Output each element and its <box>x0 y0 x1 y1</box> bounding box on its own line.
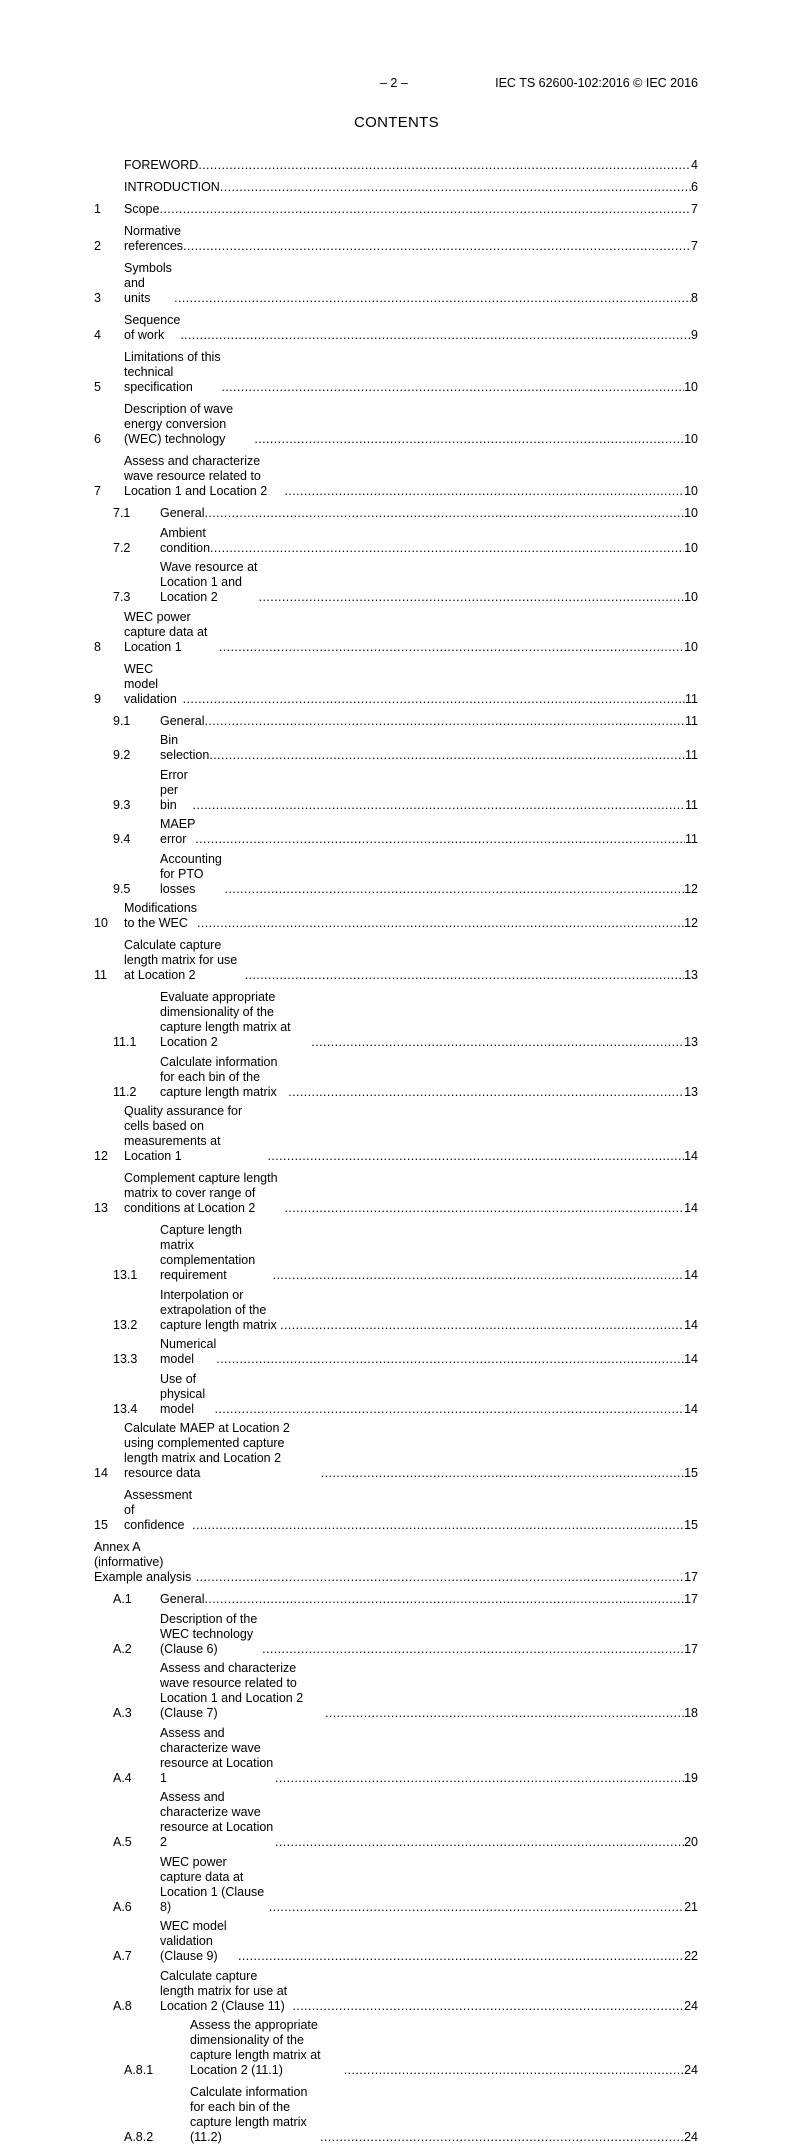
toc-entry-title: Evaluate appropriate dimensionality of the capture length matrix at Location 2 <box>160 990 291 1049</box>
dot-leader <box>204 506 684 521</box>
toc-entry-page: 10 <box>684 380 698 394</box>
dot-leader <box>180 328 691 343</box>
dot-leader <box>285 1201 685 1216</box>
dot-leader <box>192 1518 684 1533</box>
toc-entry-number: A.7 <box>113 1949 132 1963</box>
toc-entry-title: Capture length matrix complementation requirement <box>160 1223 256 1282</box>
dot-leader <box>285 484 685 499</box>
toc-entry[interactable] <box>94 313 698 343</box>
toc-entry-number: 4 <box>94 328 101 342</box>
dot-leader <box>275 1835 684 1850</box>
dot-leader <box>197 916 684 931</box>
toc-entry-number: 15 <box>94 1518 108 1532</box>
toc-entry-title: Assess the appropriate dimensionality of the capture length matrix at Location 2 (11.1) <box>190 2018 321 2077</box>
toc-entry-page: 11 <box>685 713 698 728</box>
toc-entry[interactable] <box>94 1171 698 1216</box>
toc-entry-number: 13.1 <box>113 1268 138 1282</box>
toc-entry[interactable] <box>94 1855 698 1915</box>
toc-entry[interactable] <box>94 852 698 897</box>
toc-entry-number: A.8.2 <box>124 2130 154 2144</box>
toc-entry-title: Wave resource at Location 1 and Location 2 <box>160 560 258 604</box>
toc-entry-number: 9.2 <box>113 748 131 762</box>
toc-entry-title: Description of wave energy conversion (WEC) technology <box>124 402 234 446</box>
toc-entry-title: Ambient condition <box>160 525 211 555</box>
toc-entry[interactable] <box>94 990 698 1050</box>
dot-leader <box>254 432 684 447</box>
toc-entry-number: A.3 <box>113 1706 132 1720</box>
toc-entry-page: 4 <box>691 158 698 172</box>
toc-entry-title: Calculate information for each bin of the capture length matrix (11.2) <box>190 2085 308 2144</box>
toc-entry-number: 2 <box>94 239 101 253</box>
toc-entry-title: Accounting for PTO losses <box>160 851 222 896</box>
toc-entry-page: 12 <box>684 881 698 896</box>
toc-entry-page: 24 <box>684 2130 698 2144</box>
toc-entry-number: 7.1 <box>113 506 131 520</box>
toc-entry-page: 19 <box>684 1770 698 1785</box>
toc-entry-title: Limitations of this technical specification <box>124 350 221 394</box>
toc-entry[interactable] <box>94 1969 698 2014</box>
toc-entry[interactable] <box>94 1288 698 1333</box>
toc-entry[interactable] <box>94 526 698 556</box>
toc-entry-title: MAEP error <box>160 817 196 846</box>
toc-entry[interactable] <box>94 1726 698 1786</box>
toc-entry[interactable] <box>94 1223 698 1283</box>
toc-entry-page: 10 <box>684 590 698 604</box>
toc-entry-page: 10 <box>684 432 698 446</box>
dot-leader <box>259 590 684 605</box>
toc-entry-page: 17 <box>684 1592 698 1606</box>
toc-entry-page: 13 <box>684 1084 698 1099</box>
dot-leader <box>267 1149 684 1164</box>
toc-entry-page: 6 <box>691 180 698 194</box>
toc-entry[interactable] <box>94 733 698 763</box>
toc-entry-page: 7 <box>691 239 698 253</box>
toc-entry[interactable] <box>94 1919 698 1964</box>
toc-entry[interactable] <box>94 1372 698 1417</box>
toc-entry-number: 10 <box>94 916 108 930</box>
toc-entry-number: 9.3 <box>113 797 131 812</box>
toc-entry-title: WEC model validation <box>124 661 177 706</box>
toc-entry-page: 17 <box>684 1641 698 1656</box>
toc-entry-number: 3 <box>94 291 101 305</box>
toc-entry-page: 20 <box>684 1835 698 1849</box>
dot-leader <box>344 2063 684 2078</box>
toc-entry-page: 22 <box>684 1949 698 1963</box>
toc-entry-title: General <box>160 506 205 520</box>
dot-leader <box>238 1949 684 1964</box>
toc-entry[interactable] <box>94 1612 698 1657</box>
toc-entry-title: Assess and characterize wave resource at Location 2 <box>160 1790 274 1849</box>
toc-entry-title: Modifications to the WEC <box>124 901 197 930</box>
toc-entry-page: 7 <box>691 202 698 216</box>
dot-leader <box>219 640 684 655</box>
toc-entry-title: Use of physical model <box>160 1371 206 1416</box>
toc-entry-number: 8 <box>94 639 101 654</box>
toc-entry-title: WEC power capture data at Location 1 (Clause 8) <box>160 1854 265 1914</box>
toc-entry-page: 10 <box>684 506 698 520</box>
toc-entry-page: 11 <box>685 748 698 762</box>
dot-leader <box>195 832 685 847</box>
toc-entry[interactable] <box>94 506 698 521</box>
toc-entry-title: Description of the WEC technology (Clause 6) <box>160 1611 258 1656</box>
toc-entry-number: 14 <box>94 1466 108 1480</box>
toc-entry-title: Calculate information for each bin of the capture length matrix <box>160 1054 278 1099</box>
toc-entry-title: Calculate capture length matrix for use at Location 2 (Clause 11) <box>160 1968 288 2013</box>
toc-entry-page: 14 <box>684 1149 698 1163</box>
toc-entry-title: INTRODUCTION <box>124 180 220 194</box>
toc-entry-page: 13 <box>684 1035 698 1049</box>
toc-entry-number: 1 <box>94 202 101 216</box>
toc-entry[interactable] <box>94 402 698 447</box>
dot-leader <box>204 1592 684 1607</box>
toc-entry[interactable] <box>94 454 698 499</box>
dot-leader <box>192 798 685 813</box>
page-number: – 2 – <box>380 76 408 90</box>
toc-entry[interactable] <box>94 261 698 306</box>
dot-leader <box>320 2130 684 2145</box>
dot-leader <box>292 1999 684 2014</box>
toc-entry-number: 7.2 <box>113 540 131 555</box>
toc-entry[interactable] <box>94 1661 698 1721</box>
toc-entry-page: 21 <box>684 1899 698 1914</box>
toc-entry-number: 9.1 <box>113 713 131 728</box>
toc-entry-page: 24 <box>684 1998 698 2013</box>
toc-entry[interactable] <box>94 1104 698 1164</box>
toc-entry-page: 12 <box>684 916 698 930</box>
toc-entry[interactable] <box>94 158 698 173</box>
toc-entry-page: 10 <box>684 639 698 654</box>
toc-entry[interactable] <box>94 901 698 931</box>
toc-entry-page: 11 <box>685 797 698 812</box>
toc-entry-page: 14 <box>684 1317 698 1332</box>
toc-entry[interactable] <box>94 817 698 847</box>
toc-entry-number: 13.4 <box>113 1401 138 1416</box>
toc-entry-page: 13 <box>684 968 698 982</box>
toc-entry-title: Bin selection <box>160 733 210 762</box>
toc-entry[interactable] <box>94 224 698 254</box>
toc-entry-page: 15 <box>684 1466 698 1480</box>
toc-entry-page: 14 <box>684 1401 698 1416</box>
toc-entry-number: 9.4 <box>113 832 131 846</box>
toc-entry-title: WEC model validation (Clause 9) <box>160 1919 227 1963</box>
dot-leader <box>204 714 685 729</box>
dot-leader <box>215 1402 685 1417</box>
toc-entry[interactable] <box>94 560 698 605</box>
toc-entry-title: General <box>160 713 205 728</box>
table-of-contents <box>94 158 698 2152</box>
toc-entry-title: Annex A (informative) Example analysis <box>94 1540 192 1584</box>
toc-entry-title: Interpolation or extrapolation of the capture length matrix <box>160 1287 277 1332</box>
dot-leader <box>325 1706 684 1721</box>
toc-entry-number: 12 <box>94 1149 108 1163</box>
toc-entry-title: Complement capture length matrix to cover range of conditions at Location 2 <box>124 1171 278 1215</box>
toc-entry[interactable] <box>94 202 698 217</box>
toc-entry-number: A.1 <box>113 1592 132 1606</box>
toc-entry-title: Quality assurance for cells based on measurements at Location 1 <box>124 1104 243 1163</box>
toc-entry[interactable] <box>94 1337 698 1367</box>
toc-entry-title: Assess and characterize wave resource related to Location 1 and Location 2 (Clause 7) <box>160 1661 304 1720</box>
page-header <box>0 76 793 92</box>
toc-entry-page: 24 <box>684 2063 698 2077</box>
toc-entry-title: Sequence of work <box>124 313 181 342</box>
toc-entry-page: 11 <box>685 691 698 706</box>
dot-leader <box>159 202 691 217</box>
toc-entry-page: 10 <box>684 540 698 555</box>
toc-entry-title: Assessment of confidence <box>124 1488 193 1532</box>
toc-entry-page: 10 <box>684 484 698 498</box>
dot-leader <box>262 1642 684 1657</box>
dot-leader <box>210 541 684 556</box>
toc-entry-page: 15 <box>684 1518 698 1532</box>
toc-entry[interactable] <box>94 2018 698 2078</box>
dot-leader <box>311 1035 684 1050</box>
toc-entry-title: Numerical model <box>160 1337 217 1366</box>
dot-leader <box>216 1352 684 1367</box>
toc-entry[interactable] <box>94 938 698 983</box>
toc-entry[interactable] <box>94 1488 698 1533</box>
toc-entry-number: 7 <box>94 484 101 498</box>
toc-entry-page: 17 <box>684 1570 698 1584</box>
dot-leader <box>220 180 691 195</box>
toc-entry[interactable] <box>94 714 698 729</box>
toc-entry-number: A.5 <box>113 1835 132 1849</box>
toc-entry[interactable] <box>94 610 698 655</box>
toc-entry-number: 11.2 <box>113 1084 137 1099</box>
toc-entry-number: 11.1 <box>113 1035 137 1049</box>
dot-leader <box>269 1900 684 1915</box>
toc-entry-number: 6 <box>94 432 101 446</box>
dot-leader <box>273 1268 684 1283</box>
dot-leader <box>174 291 691 306</box>
toc-entry[interactable] <box>94 1790 698 1850</box>
toc-entry[interactable] <box>94 1055 698 1100</box>
toc-entry-number: 7.3 <box>113 590 131 604</box>
toc-entry-title: FOREWORD <box>124 158 199 172</box>
toc-entry[interactable] <box>94 768 698 813</box>
toc-entry-title: Assess and characterize wave resource related to Location 1 and Location 2 <box>124 454 268 498</box>
toc-entry-page: 8 <box>691 291 698 305</box>
toc-entry-title: Calculate capture length matrix for use at Location 2 <box>124 938 238 982</box>
dot-leader <box>183 692 685 707</box>
toc-entry-title: General <box>160 1592 205 1606</box>
toc-entry-number: A.6 <box>113 1899 132 1914</box>
toc-entry-number: A.8.1 <box>124 2063 154 2077</box>
toc-entry-page: 14 <box>684 1201 698 1215</box>
toc-entry-page: 11 <box>685 832 698 846</box>
toc-entry[interactable] <box>94 1592 698 1607</box>
dot-leader <box>280 1318 684 1333</box>
toc-entry-title: WEC power capture data at Location 1 <box>124 609 208 654</box>
dot-leader <box>209 748 685 763</box>
toc-entry-number: 13 <box>94 1201 108 1215</box>
toc-entry-number: A.4 <box>113 1770 132 1785</box>
dot-leader <box>288 1085 684 1100</box>
toc-entry-number: A.2 <box>113 1641 132 1656</box>
toc-entry[interactable] <box>94 1421 698 1481</box>
toc-entry-number: 13.3 <box>113 1352 138 1366</box>
contents-title: CONTENTS <box>354 114 439 131</box>
toc-entry-number: 5 <box>94 380 101 394</box>
toc-entry[interactable] <box>94 350 698 395</box>
toc-entry[interactable] <box>94 662 698 707</box>
dot-leader <box>221 380 684 395</box>
toc-entry-title: Calculate MAEP at Location 2 using complemented capture length matrix and Location 2 resource data <box>124 1421 290 1480</box>
toc-entry-page: 9 <box>691 328 698 342</box>
toc-entry-title: Normative references <box>124 224 184 253</box>
dot-leader <box>245 968 685 983</box>
toc-entry-title: Scope <box>124 202 160 216</box>
toc-entry-page: 14 <box>684 1268 698 1282</box>
dot-leader <box>224 882 684 897</box>
toc-entry-title: Assess and characterize wave resource at Location 1 <box>160 1725 274 1785</box>
standard-identifier: IEC TS 62600-102:2016 © IEC 2016 <box>495 76 698 90</box>
dot-leader <box>321 1466 684 1481</box>
toc-entry-title: Symbols and units <box>124 261 172 305</box>
toc-entry[interactable] <box>94 2085 698 2145</box>
toc-entry-page: 18 <box>684 1706 698 1720</box>
toc-entry-number: 9 <box>94 691 101 706</box>
dot-leader <box>198 158 691 173</box>
toc-entry[interactable] <box>94 180 698 195</box>
toc-entry-title: Error per bin <box>160 767 188 812</box>
toc-entry-number: 9.5 <box>113 881 131 896</box>
toc-entry-number: 11 <box>94 968 107 982</box>
dot-leader <box>196 1570 684 1585</box>
toc-entry-number: 13.2 <box>113 1317 138 1332</box>
dot-leader <box>275 1771 684 1786</box>
toc-entry-page: 14 <box>684 1352 698 1366</box>
toc-entry-number: A.8 <box>113 1998 132 2013</box>
dot-leader <box>183 239 691 254</box>
toc-entry[interactable] <box>94 1540 698 1585</box>
